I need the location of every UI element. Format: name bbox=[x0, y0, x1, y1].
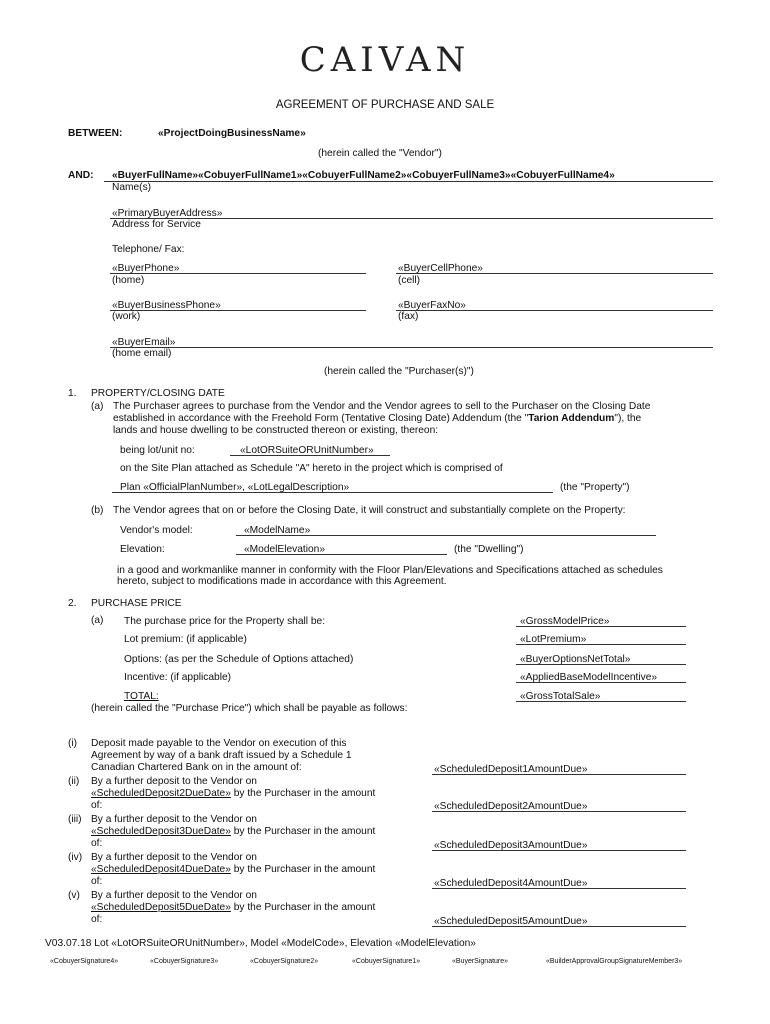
deposit4-amount-field[interactable]: «ScheduledDeposit4AmountDue» bbox=[434, 878, 588, 889]
buyer-fax-field[interactable]: «BuyerFaxNo» bbox=[398, 300, 466, 311]
deposit2-amount-field[interactable]: «ScheduledDeposit2AmountDue» bbox=[434, 801, 588, 812]
section1b-text: The Vendor agrees that on or before the Closing Date, it will construct and substantially complete on the Property: bbox=[113, 505, 626, 516]
buyer-signature[interactable]: «BuyerSignature» bbox=[452, 958, 509, 965]
work-caption: (work) bbox=[112, 311, 141, 322]
deposit-text: By a further deposit to the Vendor on bbox=[91, 852, 257, 863]
deposit-text: «ScheduledDeposit2DueDate» by the Purchaser in the amount bbox=[91, 788, 376, 799]
section1b-label: (b) bbox=[91, 505, 104, 516]
price-underline bbox=[516, 644, 686, 645]
deposit-underline bbox=[432, 850, 686, 851]
deposit-underline bbox=[432, 888, 686, 889]
deposit-number: (ii) bbox=[68, 776, 80, 787]
conformity-line1: in a good and workmanlike manner in conformity with the Floor Plan/Elevations and Specifications attached as schedules bbox=[117, 565, 663, 576]
names-caption: Name(s) bbox=[112, 182, 152, 193]
deposit3-amount-field[interactable]: «ScheduledDeposit3AmountDue» bbox=[434, 840, 588, 851]
gross-model-price-field[interactable]: «GrossModelPrice» bbox=[520, 616, 610, 627]
deposit-underline bbox=[432, 811, 686, 812]
buyer-phone-field[interactable]: «BuyerPhone» bbox=[112, 263, 180, 274]
price-underline bbox=[516, 701, 686, 702]
section1-heading: PROPERTY/CLOSING DATE bbox=[91, 388, 225, 399]
gross-total-field[interactable]: «GrossTotalSale» bbox=[520, 691, 601, 702]
deposit3-date-field[interactable]: «ScheduledDeposit3DueDate» bbox=[91, 826, 231, 837]
elevation-underline bbox=[236, 554, 447, 555]
cobuyer-signature-4[interactable]: «CobuyerSignature4» bbox=[50, 958, 119, 965]
address-field[interactable]: «PrimaryBuyerAddress» bbox=[112, 208, 223, 219]
elevation-field[interactable]: «ModelElevation» bbox=[244, 544, 325, 555]
deposit-underline bbox=[432, 926, 686, 927]
deposit-text: of: bbox=[91, 914, 103, 925]
deposit5-date-field[interactable]: «ScheduledDeposit5DueDate» bbox=[91, 902, 231, 913]
section1a-line1: The Purchaser agrees to purchase from the Vendor and the Vendor agrees to sell to the Purchaser on the Closing Date bbox=[113, 401, 651, 412]
builder-approval-signature[interactable]: «BuilderApprovalGroupSignatureMember3» bbox=[546, 958, 683, 965]
document-title: AGREEMENT OF PURCHASE AND SALE bbox=[275, 99, 495, 111]
section2a-label: (a) bbox=[91, 615, 104, 626]
conformity-line2: hereto, subject to modifications made in accordance with this Agreement. bbox=[117, 576, 447, 587]
deposit-text: of: bbox=[91, 876, 103, 887]
incentive-field[interactable]: «AppliedBaseModelIncentive» bbox=[520, 672, 658, 683]
deposit5-amount-field[interactable]: «ScheduledDeposit5AmountDue» bbox=[434, 916, 588, 927]
deposit-text: «ScheduledDeposit4DueDate» by the Purchaser in the amount bbox=[91, 864, 376, 875]
deposit-text: By a further deposit to the Vendor on bbox=[91, 776, 257, 787]
buyer-business-phone-field[interactable]: «BuyerBusinessPhone» bbox=[112, 300, 221, 311]
plan-underline bbox=[112, 492, 553, 493]
vendor-name-field[interactable]: «ProjectDoingBusinessName» bbox=[158, 128, 306, 139]
lot-premium-field[interactable]: «LotPremium» bbox=[520, 634, 587, 645]
cell-caption: (cell) bbox=[398, 275, 421, 286]
purchaser-note: (herein called the "Purchaser(s)") bbox=[324, 366, 474, 377]
address-caption: Address for Service bbox=[112, 219, 201, 230]
price-underline bbox=[516, 626, 686, 627]
price-row-label: Lot premium: (if applicable) bbox=[124, 634, 247, 645]
section1a-line3: lands and house dwelling to be constructed thereon or existing, thereon: bbox=[113, 425, 439, 436]
deposit-text: «ScheduledDeposit5DueDate» by the Purchaser in the amount bbox=[91, 902, 376, 913]
deposit-number: (i) bbox=[68, 738, 78, 749]
cell-underline bbox=[396, 273, 713, 274]
deposit-text: By a further deposit to the Vendor on bbox=[91, 890, 257, 901]
lot-underline bbox=[230, 455, 390, 456]
deposit2-date-field[interactable]: «ScheduledDeposit2DueDate» bbox=[91, 788, 231, 799]
telephone-label: Telephone/ Fax: bbox=[112, 244, 185, 255]
deposit-text: of: bbox=[91, 838, 103, 849]
deposit-text: Agreement by way of a bank draft issued by a Schedule 1 bbox=[91, 750, 352, 761]
deposit-text: Canadian Chartered Bank on in the amount of: bbox=[91, 762, 302, 773]
total-label: TOTAL: bbox=[124, 691, 159, 702]
model-name-field[interactable]: «ModelName» bbox=[244, 525, 311, 536]
property-note: (the "Property") bbox=[560, 482, 630, 493]
price-underline bbox=[516, 664, 686, 665]
vendor-note: (herein called the "Vendor") bbox=[318, 148, 442, 159]
elevation-label: Elevation: bbox=[120, 544, 165, 555]
names-underline bbox=[104, 181, 713, 182]
deposit1-amount-field[interactable]: «ScheduledDeposit1AmountDue» bbox=[434, 764, 588, 775]
price-row-label: Options: (as per the Schedule of Options attached) bbox=[124, 654, 354, 665]
and-label: AND: bbox=[68, 170, 94, 181]
deposit-number: (v) bbox=[68, 890, 80, 901]
options-total-field[interactable]: «BuyerOptionsNetTotal» bbox=[520, 654, 631, 665]
deposit-underline bbox=[432, 774, 686, 775]
section1-number: 1. bbox=[68, 388, 77, 399]
section2-heading: PURCHASE PRICE bbox=[91, 598, 182, 609]
cobuyer-signature-3[interactable]: «CobuyerSignature3» bbox=[150, 958, 219, 965]
buyer-names-field[interactable]: «BuyerFullName»«CobuyerFullName1»«CobuyerFullName2»«CobuyerFullName3»«CobuyerFullName4» bbox=[112, 170, 615, 181]
section1a-line2: established in accordance with the Freehold Form (Tentative Closing Date) Addendum (the "Tarion Addendum"), the bbox=[113, 413, 642, 424]
cobuyer-signature-1[interactable]: «CobuyerSignature1» bbox=[352, 958, 421, 965]
company-logo: CAIVAN bbox=[299, 40, 471, 80]
buyer-email-field[interactable]: «BuyerEmail» bbox=[112, 337, 176, 348]
price-underline bbox=[516, 682, 686, 683]
email-underline bbox=[110, 347, 713, 348]
purchase-price-note: (herein called the "Purchase Price") which shall be payable as follows: bbox=[91, 703, 408, 714]
deposit-number: (iii) bbox=[68, 814, 82, 825]
price-row-label: The purchase price for the Property shall be: bbox=[124, 616, 326, 627]
price-row-label: Incentive: (if applicable) bbox=[124, 672, 232, 683]
deposit-text: Deposit made payable to the Vendor on execution of this bbox=[91, 738, 347, 749]
footer-version: V03.07.18 Lot «LotORSuiteORUnitNumber», Model «ModelCode», Elevation «ModelElevation» bbox=[45, 938, 476, 949]
model-underline bbox=[236, 535, 656, 536]
section1a-label: (a) bbox=[91, 401, 104, 412]
between-label: BETWEEN: bbox=[68, 128, 123, 139]
section2-number: 2. bbox=[68, 598, 77, 609]
deposit4-date-field[interactable]: «ScheduledDeposit4DueDate» bbox=[91, 864, 231, 875]
fax-underline bbox=[396, 310, 713, 311]
deposit-number: (iv) bbox=[68, 852, 83, 863]
plan-description-field[interactable]: Plan «OfficialPlanNumber», «LotLegalDescription» bbox=[120, 482, 350, 493]
fax-caption: (fax) bbox=[398, 311, 419, 322]
deposit-text: By a further deposit to the Vendor on bbox=[91, 814, 257, 825]
work-underline bbox=[110, 310, 366, 311]
cobuyer-signature-2[interactable]: «CobuyerSignature2» bbox=[250, 958, 319, 965]
deposit-text: of: bbox=[91, 800, 103, 811]
lot-label: being lot/unit no: bbox=[120, 445, 195, 456]
deposit-text: «ScheduledDeposit3DueDate» by the Purchaser in the amount bbox=[91, 826, 376, 837]
home-caption: (home) bbox=[112, 275, 145, 286]
email-caption: (home email) bbox=[112, 348, 172, 359]
buyer-cell-field[interactable]: «BuyerCellPhone» bbox=[398, 263, 483, 274]
site-plan-text: on the Site Plan attached as Schedule "A" hereto in the project which is comprised of bbox=[120, 463, 503, 474]
phone-underline bbox=[110, 273, 366, 274]
dwelling-note: (the "Dwelling") bbox=[454, 544, 524, 555]
lot-number-field[interactable]: «LotORSuiteORUnitNumber» bbox=[240, 445, 374, 456]
model-label: Vendor's model: bbox=[120, 525, 193, 536]
